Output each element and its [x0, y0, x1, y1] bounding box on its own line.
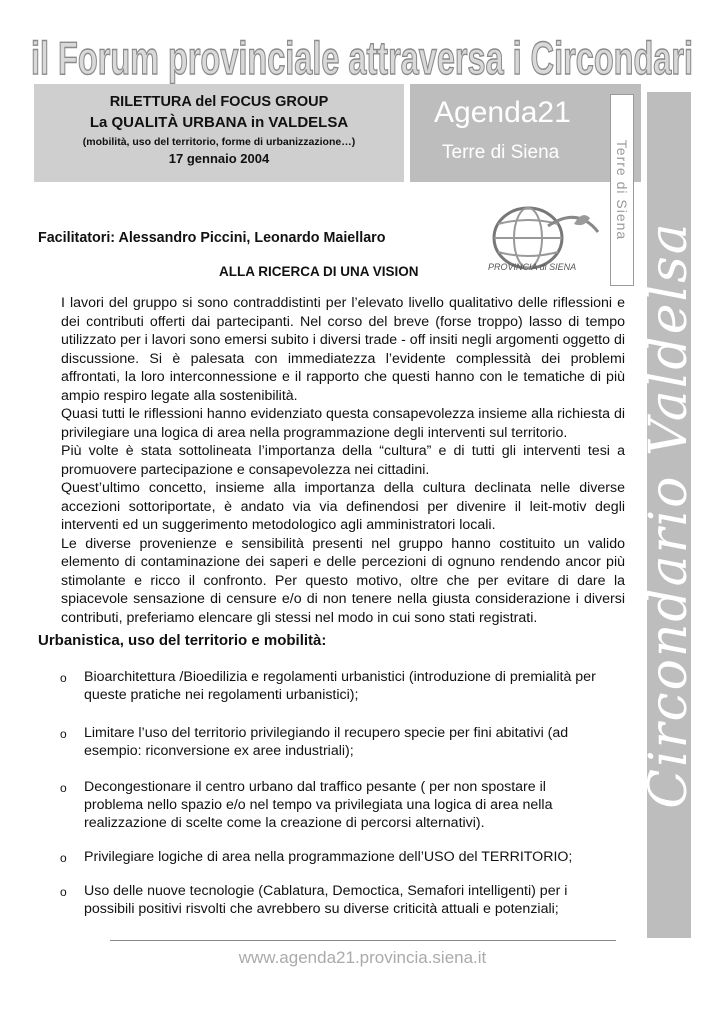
header-line-3: (mobilità, uso del territorio, forme di urbanizzazione…)	[82, 136, 356, 148]
list-item-text: Privilegiare logiche di area nella programmazione dell’USO del TERRITORIO;	[84, 849, 573, 865]
globe-logo-icon	[478, 196, 608, 286]
list-item-text: Uso delle nuove tecnologie (Cablatura, Democtica, Semafori intelligenti) per i possibili positivi risvolti che avrebbero su diverse criticità attuali e potenziali;	[84, 883, 568, 917]
footer-divider	[110, 940, 616, 941]
header-date: 17 gennaio 2004	[168, 151, 270, 166]
bullet-circle-icon: o	[60, 727, 67, 741]
list-item	[60, 778, 600, 832]
list-item-text: Decongestionare il centro urbano dal traffico pesante ( per non spostare il problema nello spazio e/o nel tempo va privilegiata una logica di area nella realizzazione di scelte come la creazione di percorsi alternativi).	[84, 779, 553, 831]
list-item-text: Limitare l’uso del territorio privilegiando il recupero specie per fini abitativi (ad esempio: riconversione ex aree industriali);	[84, 725, 569, 759]
list-item-text: Bioarchitettura /Bioedilizia e regolamenti urbanistici (introduzione di premialità per queste pratiche nei regolamenti urbanistici);	[84, 669, 596, 703]
header-box	[34, 84, 404, 182]
side-band-circondario	[639, 92, 699, 938]
section-heading: Urbanistica, uso del territorio e mobilità:	[38, 632, 327, 649]
side-band-text: Circondario Valdelsa	[639, 221, 699, 809]
agenda21-subtitle: Terre di Siena	[442, 142, 560, 163]
list-item	[60, 848, 600, 866]
banner-title	[28, 18, 696, 84]
footer-url: www.agenda21.provincia.siena.it	[238, 948, 487, 967]
bullet-list	[60, 668, 600, 934]
bullet-circle-icon: o	[60, 851, 67, 865]
terre-di-siena-vertical-text: Terre di Siena	[614, 139, 630, 241]
paragraph: Le diverse provenienze e sensibilità presenti nel gruppo hanno costituito un valido elemento di contaminazione dei saperi e delle percezioni di ognuno rendendo ancor più stimolante e ricco il confronto. Per questo motivo, oltre che per evitare di dare la spiacevole sensazione di censure e/o di non tenere nella giusta considerazione i diversi contributi, preferiamo elencare gli stessi nel modo in cui sono stati registrati.	[61, 535, 625, 626]
paragraph: I lavori del gruppo si sono contraddistinti per l’elevato livello qualitativo delle riflessioni e dei contributi offerti dai partecipanti. Nel corso del breve (forse troppo) lasso di tempo utilizzato per i lavori sono emersi subito i diversi trade - off insiti negli argomenti oggetto di discussione. Si è palesata con immediatezza l’evidente complessità dei problemi affrontati, la loro interconnessione e il rapporto che questi hanno con le tematiche di più ampio respiro legate alla sostenibilità.	[61, 295, 625, 404]
facilitatori-line: Facilitatori: Alessandro Piccini, Leonardo Maiellaro	[38, 230, 386, 246]
logo-caption: PROVINCIA di SIENA	[488, 262, 577, 272]
list-item	[60, 882, 600, 918]
terre-di-siena-vertical-label	[610, 94, 634, 286]
bullet-circle-icon: o	[60, 885, 67, 899]
paragraph: Quasi tutti le riflessioni hanno evidenziato questa consapevolezza insieme alla richiesta di privilegiare una logica di area nella programmazione degli interventi sul territorio.	[61, 406, 625, 441]
bullet-circle-icon: o	[60, 781, 67, 795]
agenda21-title: Agenda21	[434, 96, 571, 129]
list-item	[60, 668, 600, 704]
header-line-1: RILETTURA del FOCUS GROUP	[109, 94, 329, 110]
header-line-2: La QUALITÀ URBANA in VALDELSA	[89, 114, 349, 131]
paragraph: Quest’ultimo concetto, insieme alla importanza della cultura declinata nelle diverse accezioni sottoriportate, è andato via via definendosi per divenire il leit-motiv degli interventi ed un suggerimento metodologico agli amministratori locali.	[61, 480, 625, 533]
vision-heading: ALLA RICERCA DI UNA VISION	[219, 264, 419, 279]
list-item	[60, 724, 600, 760]
body-text	[61, 294, 625, 627]
banner-title-text: il Forum provinciale attraversa i Circondari	[31, 32, 693, 84]
bullet-circle-icon: o	[60, 671, 67, 685]
agenda21-box	[410, 84, 641, 182]
paragraph: Più volte è stata sottolineata l’importanza della “cultura” e di tutti gli interventi tesi a promuovere partecipazione e consapevolezza nei cittadini.	[61, 443, 625, 478]
